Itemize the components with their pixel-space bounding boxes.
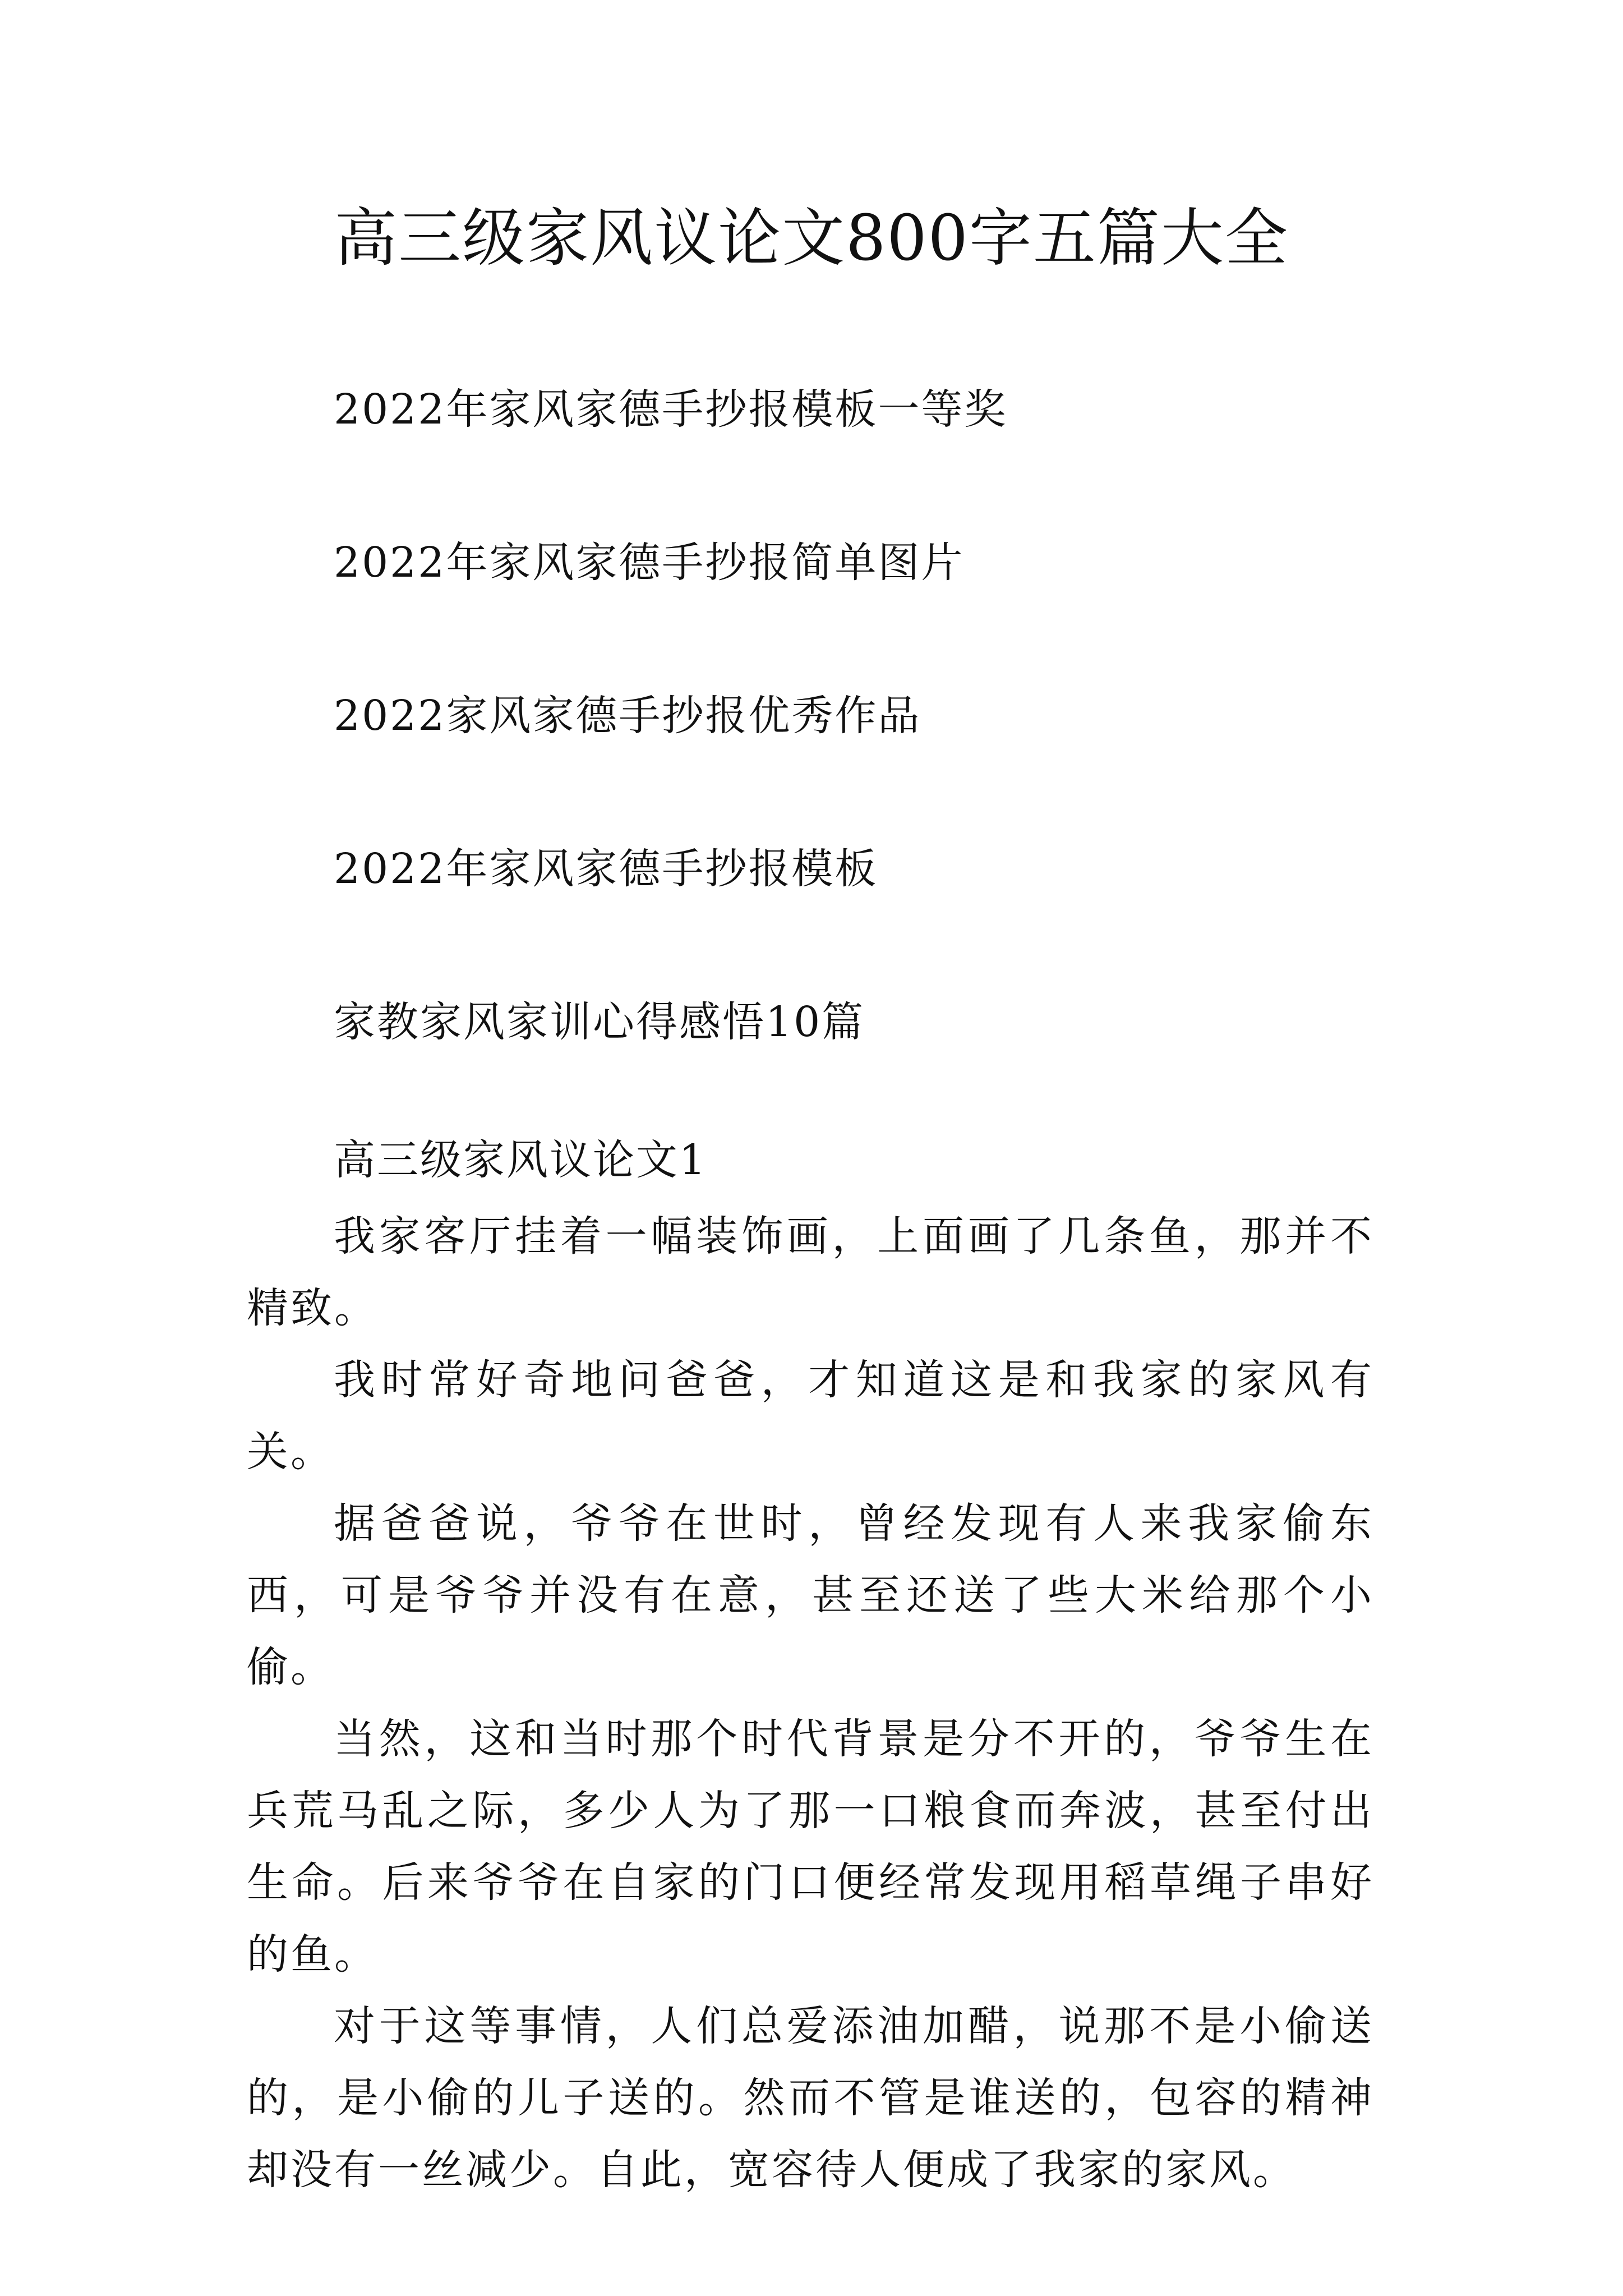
body-paragraph: 我时常好奇地问爸爸，才知道这是和我家的家风有关。 [247,1356,1374,1476]
related-link[interactable]: 家教家风家训心得感悟10篇 [334,998,865,1046]
body-paragraph: 据爸爸说，爷爷在世时，曾经发现有人来我家偷东西，可是爷爷并没有在意，甚至还送了些大米给那个小偷。 [247,1499,1374,1691]
body-paragraph: 当然，这和当时那个时代背景是分不开的，爷爷生在兵荒马乱之际，多少人为了那一口粮食而奔波，甚至付出生命。后来爷爷在自家的门口便经常发现用稻草绳子串好的鱼。 [247,1715,1374,1978]
document-title: 高三级家风议论文800字五篇大全 [334,202,1289,275]
related-link[interactable]: 2022年家风家德手抄报模板一等奖 [334,385,1008,434]
related-links-list [334,381,1455,1147]
related-link[interactable]: 2022年家风家德手抄报简单图片 [334,539,965,587]
body-paragraph: 我家客厅挂着一幅装饰画，上面画了几条鱼，那并不精致。 [247,1212,1374,1332]
related-link[interactable]: 2022年家风家德手抄报模板 [334,845,878,893]
related-link[interactable]: 2022家风家德手抄报优秀作品 [334,692,921,740]
body-paragraph: 对于这等事情，人们总爱添油加醋，说那不是小偷送的，是小偷的儿子送的。然而不管是谁送的，包容的精神却没有一丝减少。自此，宽容待人便成了我家的家风。 [247,2002,1374,2194]
section-heading: 高三级家风议论文1 [334,1136,708,1184]
article-body [247,1200,1374,2206]
